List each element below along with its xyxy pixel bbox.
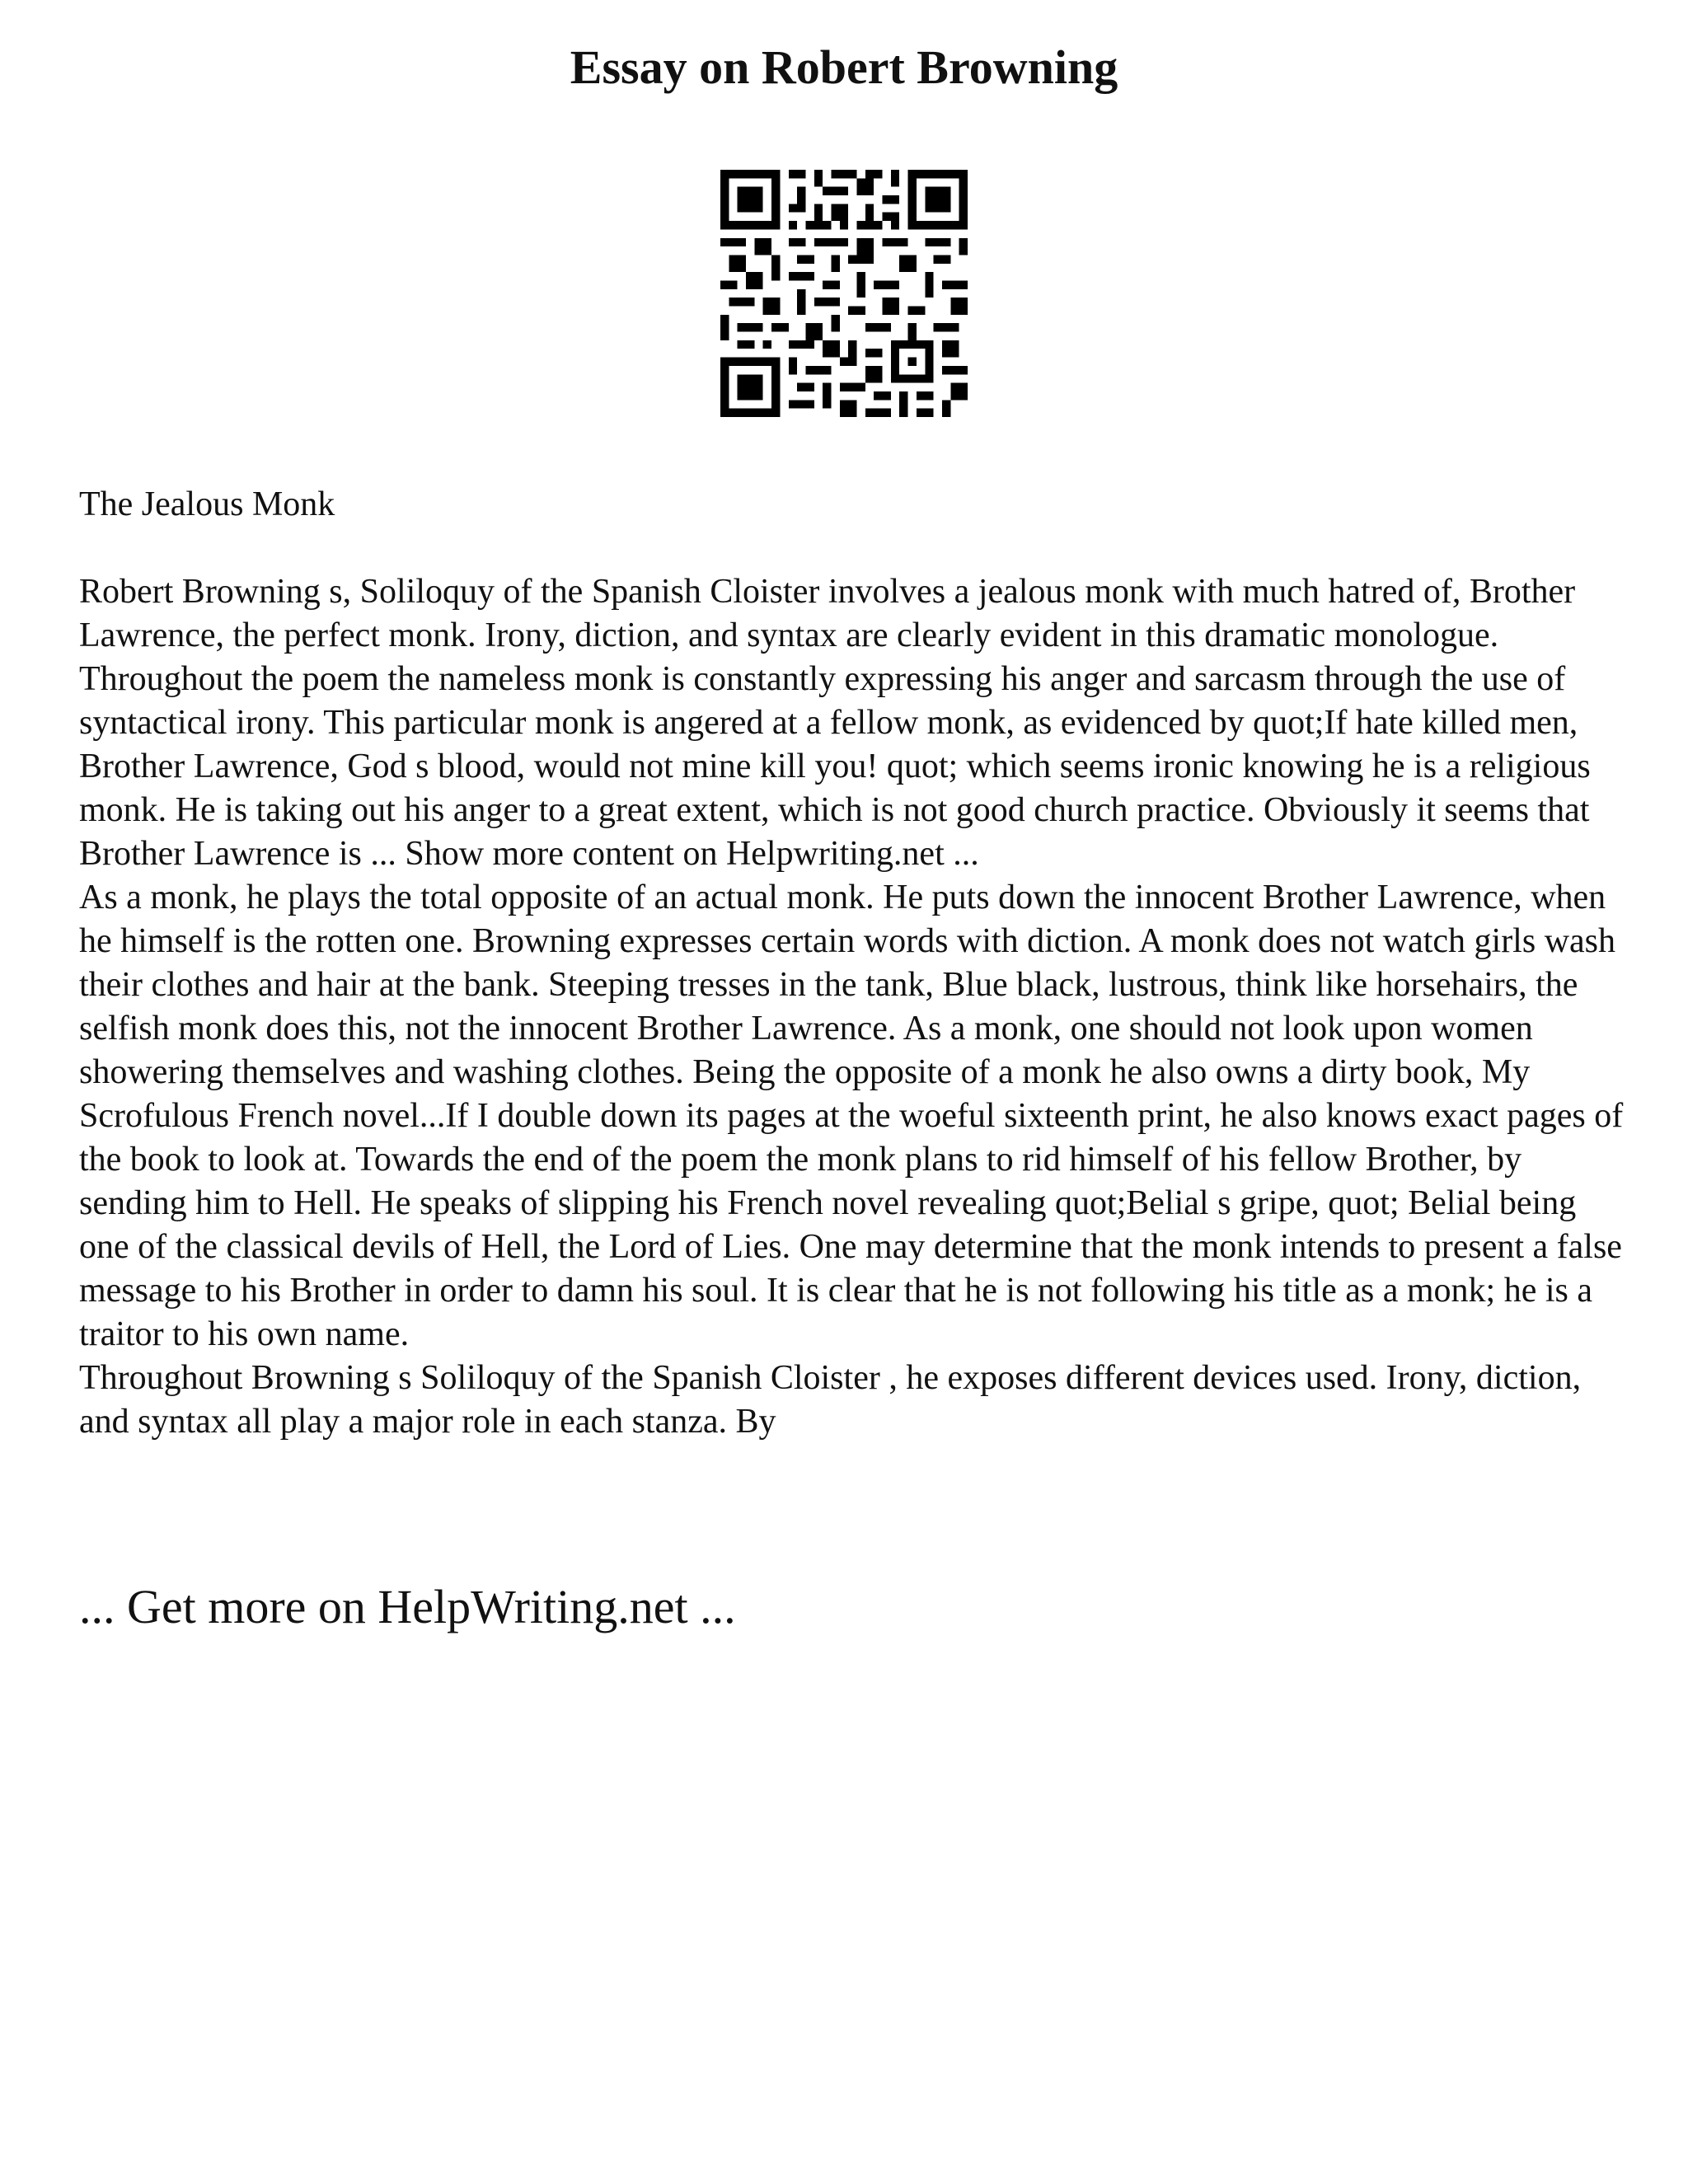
- get-more-link[interactable]: ... Get more on HelpWriting.net ...: [79, 1580, 736, 1633]
- essay-subtitle: The Jealous Monk: [79, 485, 335, 523]
- qr-code-icon: [720, 170, 968, 417]
- essay-paragraph-2: Throughout the poem the nameless monk is constantly expressing his anger and sarcasm through the use of syntactical irony. This particular monk is angered at a fellow monk, as evidenced by quot;If hate killed men, Brother Lawrence, God s blood, would not mine kill you! quot; which seems ironic knowing he is a religious monk. He is taking out his anger to a great extent, which is not good church practice. Obviously it seems that Brother Lawrence is ... Show more content on Helpwriting.net ...: [79, 660, 1591, 873]
- essay-paragraph-3: As a monk, he plays the total opposite of an actual monk. He puts down the innocent Brother Lawrence, when he himself is the rotten one. Browning expresses certain words with diction. A monk does not watch girls wash their clothes and hair at the bank. Steeping tresses in the tank, Blue black, lustrous, think like horsehairs, the selfish monk does this, not the innocent Brother Lawrence. As a monk, one should not look upon women showering themselves and washing clothes. Being the opposite of a monk he also owns a dirty book, My Scrofulous French novel...If I double down its pages at the woeful sixteenth print, he also knows exact pages of the book to look at. Towards the end of the poem the monk plans to rid himself of his fellow Brother, by sending him to Hell. He speaks of slipping his French novel revealing quot;Belial s gripe, quot; Belial being one of the classical devils of Hell, the Lord of Lies. One may determine that the monk intends to present a false message to his Brother in order to damn his soul. It is clear that he is not following his title as a monk; he is a traitor to his own name.: [79, 879, 1624, 1353]
- essay-paragraph-1: Robert Browning s, Soliloquy of the Spanish Cloister involves a jealous monk with much hatred of, Brother Lawrence, the perfect monk. Irony, diction, and syntax are clearly evident in this dramatic monologue.: [79, 573, 1576, 654]
- essay-paragraph-4: Throughout Browning s Soliloquy of the Spanish Cloister , he exposes different devices used. Irony, diction, and syntax all play a major role in each stanza. By: [79, 1359, 1582, 1441]
- essay-body: [79, 570, 1629, 1444]
- page-title: Essay on Robert Browning: [570, 40, 1118, 94]
